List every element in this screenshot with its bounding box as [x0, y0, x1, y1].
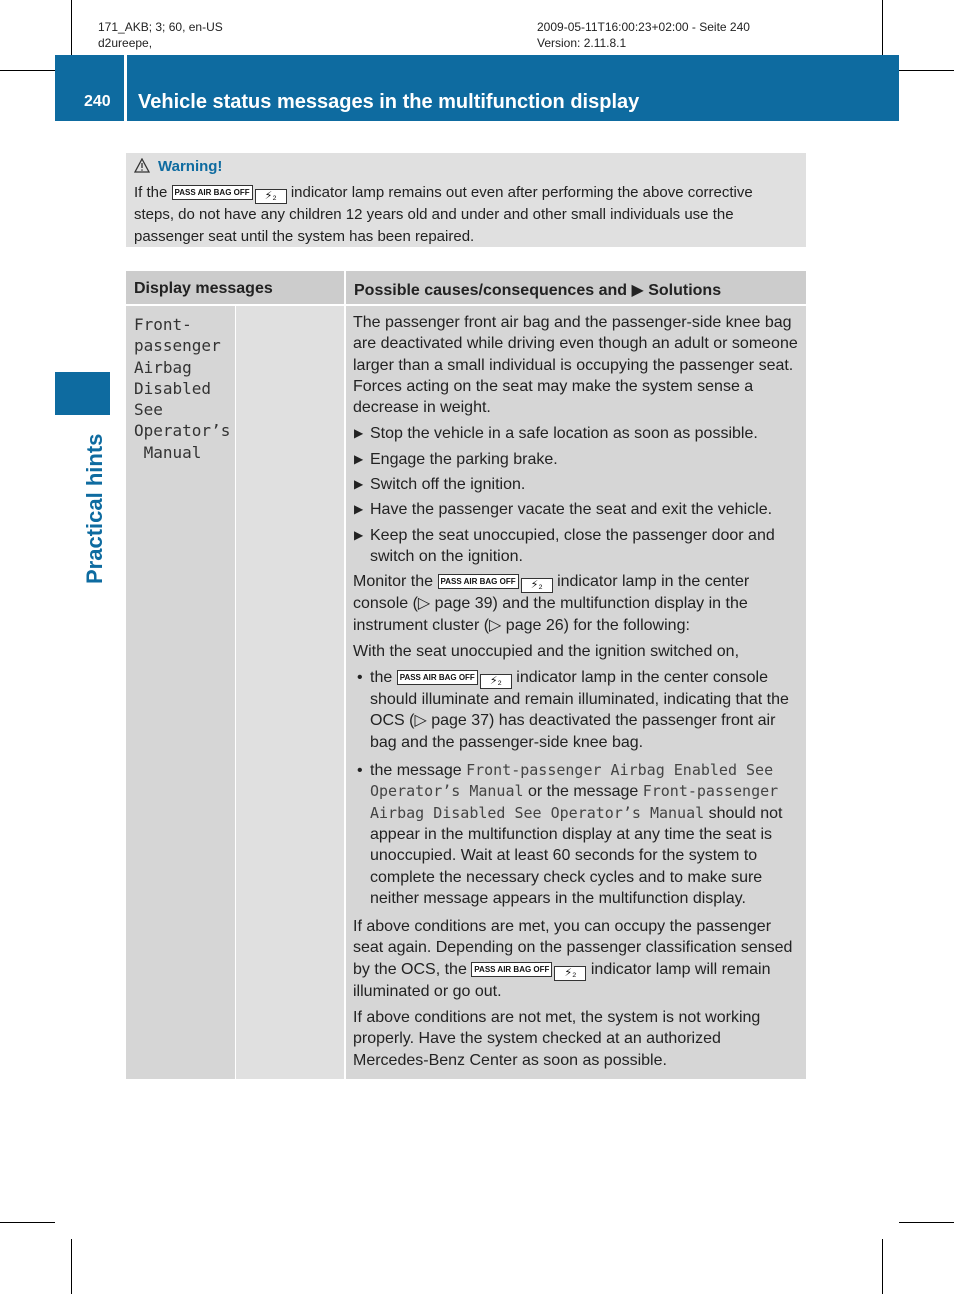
warning-text-before: If the [134, 184, 168, 201]
solution-step [353, 499, 800, 520]
bullet2-part2: or the message [527, 783, 639, 801]
intro-paragraph: The passenger front air bag and the passenger-side knee bag are deactivated while driving even though an adult or someone larger than a small individual is occupying the passenger seat. Forces acting on the seat may make the system sense a decrease in weight. [353, 314, 798, 417]
page-title: Vehicle status messages in the multifunction display [138, 91, 640, 113]
meta-left-line2: d2ureepe, [98, 36, 153, 50]
seat-occupant-icon: ⚡₂ [554, 966, 586, 981]
bullet2-part3: should not appear in the multifunction display at any time the seat is unoccupied. Wait at least 60 seconds for the system to complete the necessary check cycles and to make sure neither message appears in the multifunction display. [370, 804, 783, 907]
solution-step [353, 474, 800, 495]
monitor-paragraph [353, 571, 800, 636]
warning-text [134, 182, 796, 248]
meta-right-line1: 2009-05-11T16:00:23+02:00 - Seite 240 [537, 20, 750, 34]
bullet-item [353, 760, 800, 909]
seat-occupant-icon: ⚡₂ [521, 578, 553, 593]
seat-occupant-icon: ⚡₂ [480, 674, 512, 689]
crop-mark [899, 1222, 954, 1223]
condition-paragraph: With the seat unoccupied and the ignition switched on, [353, 642, 740, 660]
display-message-text: Front- passenger Airbag Disabled See Operator’s Manual [134, 315, 231, 462]
meta-left-line1: 171_AKB; 3; 60, en-US [98, 20, 223, 34]
bullet-item [353, 667, 800, 753]
warning-title-text: Warning! [158, 158, 223, 175]
bullet-dot: • [357, 762, 363, 780]
bullet1-after: indicator lamp in the center console should illuminate and remain illuminated, indicating that the OCS (▷ page 37) has deactivated the passenger front air bag and the passenger-side knee bag. [370, 669, 789, 751]
crop-mark [71, 0, 72, 55]
crop-mark [899, 70, 954, 71]
step-text: Switch off the ignition. [370, 476, 526, 494]
meta-right-line2: Version: 2.11.8.1 [537, 36, 627, 50]
crop-mark [71, 1239, 72, 1294]
table-header-display [126, 271, 344, 304]
step-text: Have the passenger vacate the seat and exit the vehicle. [370, 501, 773, 519]
display-message-disabled: Front-passenger Airbag Disabled See Operator’s Manual [370, 782, 779, 822]
page-number: 240 [84, 93, 111, 110]
side-tab-label: Practical hints [82, 433, 107, 584]
met-paragraph [353, 916, 800, 1002]
pass-airbag-off-icon: PASS AIR BAG OFF [471, 962, 552, 977]
pass-airbag-off-icon: PASS AIR BAG OFF [397, 670, 478, 685]
col-header-display: Display messages [134, 280, 273, 297]
pass-airbag-off-icon: PASS AIR BAG OFF [172, 185, 253, 200]
side-tab-marker [55, 372, 110, 415]
arrow-icon: ▶ [354, 426, 364, 441]
monitor-before: Monitor the [353, 573, 434, 591]
pass-airbag-off-icon: PASS AIR BAG OFF [438, 574, 519, 589]
warning-title [134, 158, 222, 175]
step-text: Keep the seat unoccupied, close the passenger door and switch on the ignition. [370, 526, 775, 565]
warning-box [126, 153, 806, 247]
col-header-solutions: Possible causes/consequences and ▶ Solutions [354, 282, 722, 299]
monitor-after: indicator lamp in the center console (▷ page 39) and the multifunction display in the instrument cluster (▷ page 26) for the following: [353, 573, 750, 634]
crop-mark [0, 1222, 55, 1223]
bullet-dot: • [357, 669, 363, 687]
display-message-cell-empty [236, 306, 344, 1079]
warning-text-after: indicator lamp remains out even after performing the above corrective steps, do not have any children 12 years old and under and other small individuals use the passenger seat until the system has been repaired. [134, 184, 753, 245]
step-text: Engage the parking brake. [370, 450, 558, 468]
arrow-icon: ▶ [354, 502, 364, 517]
bullet1-before: the [370, 669, 393, 687]
crop-mark [882, 1239, 883, 1294]
not-met-paragraph: If above conditions are not met, the system is not working properly. Have the system checked at an authorized Mercedes-Benz Center as soon as possible. [353, 1009, 761, 1069]
header-divider [124, 55, 127, 121]
solution-step [353, 525, 800, 568]
arrow-icon: ▶ [354, 527, 364, 542]
bullet2-part1: the message [370, 762, 462, 780]
met-after: indicator lamp will remain illuminated or go out. [353, 960, 771, 1000]
table-header-solutions [346, 271, 806, 304]
solution-step [353, 423, 800, 444]
solution-step [353, 449, 800, 470]
print-meta-right [537, 19, 750, 51]
seat-occupant-icon: ⚡₂ [255, 189, 287, 204]
arrow-icon: ▶ [354, 477, 364, 492]
solutions-text [353, 312, 800, 1076]
crop-mark [882, 0, 883, 55]
met-before: If above conditions are met, you can occupy the passenger seat again. Depending on the passenger classification sensed by the OCS, the [353, 918, 793, 978]
step-text: Stop the vehicle in a safe location as soon as possible. [370, 425, 758, 443]
crop-mark [0, 70, 55, 71]
print-meta-left [98, 19, 223, 51]
display-message-enabled: Front-passenger Airbag Enabled See Operator’s Manual [370, 761, 774, 801]
arrow-icon: ▶ [354, 451, 364, 466]
warning-triangle-icon [134, 158, 150, 173]
